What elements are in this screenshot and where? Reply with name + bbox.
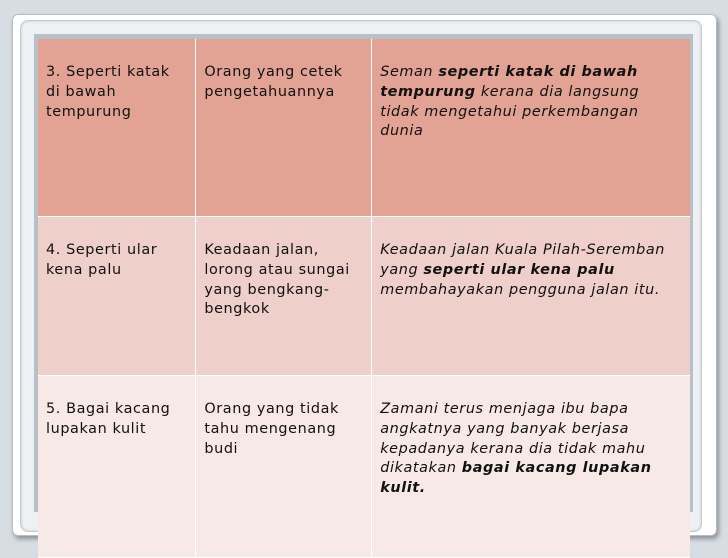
proverb-cell: 5. Bagai kacang lupakan kulit <box>38 376 196 558</box>
meaning-cell: Orang yang tidak tahu mengenang budi <box>196 376 372 558</box>
proverb-cell: 3. Seperti katak di bawah tempurung <box>38 39 196 217</box>
proverb-cell: 4. Seperti ular kena palu <box>38 217 196 376</box>
example-cell <box>372 39 690 217</box>
table-row <box>38 376 690 558</box>
example-text: membahayakan pengguna jalan itu. <box>380 281 661 298</box>
example-text: kerana dia langsung tidak mengetahui perkembangan dunia <box>380 83 640 140</box>
example-text: Keadaan jalan Kuala Pilah-Seremban yang <box>380 242 666 278</box>
example-proverb-bold: bagai kacang lupakan kulit. <box>380 460 652 497</box>
meaning-cell: Keadaan jalan, lorong atau sungai yang bengkang-bengkok <box>196 217 372 376</box>
table-row <box>38 217 690 376</box>
proverb-table <box>38 39 690 558</box>
example-text: Zamani terus menjaga ibu bapa angkatnya yang banyak berjasa kepadanya kerana dia tidak mahu dikatakan <box>380 401 646 477</box>
example-proverb-bold: seperti ular kena palu <box>423 261 615 278</box>
example-cell <box>372 217 690 376</box>
meaning-cell: Orang yang cetek pengetahuannya <box>196 39 372 217</box>
table-row <box>38 39 690 217</box>
example-proverb-bold: seperti katak di bawah tempurung <box>380 64 638 100</box>
example-cell <box>372 376 690 558</box>
example-text: Seman <box>380 64 439 80</box>
